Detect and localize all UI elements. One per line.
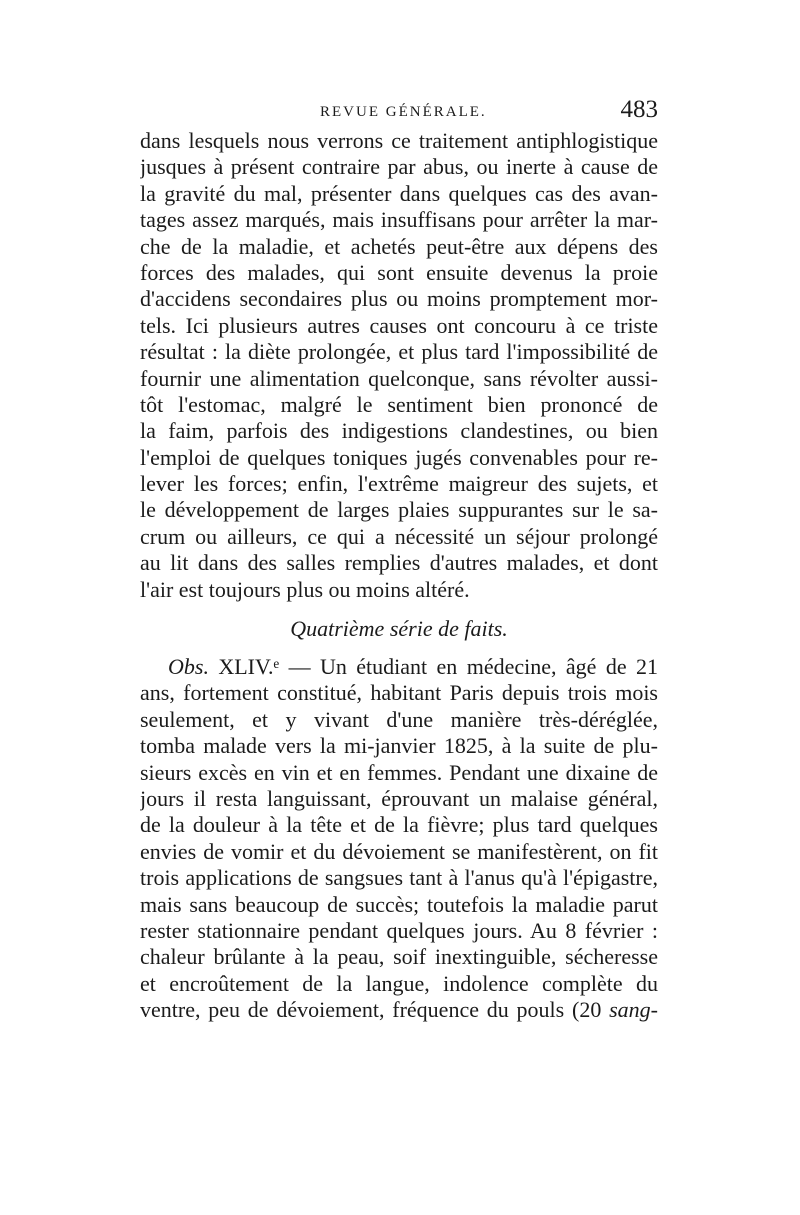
text-line: tôt l'estomac, malgré le sentiment bien prononcé de — [140, 391, 658, 417]
paragraph-continuation — [140, 128, 658, 603]
text-line: seulement, et y vivant d'une manière très-déréglée, — [140, 706, 658, 732]
text-line: lever les forces; enfin, l'extrême maigreur des sujets, et — [140, 471, 658, 497]
text-line: l'emploi de quelques toniques jugés convenables pour re- — [140, 444, 658, 470]
observation-first-line-text: XLIV.ᵉ — Un étudiant en médecine, âgé de 21 — [208, 654, 658, 679]
text-line: sieurs excès en vin et en femmes. Pendant une dixaine de — [140, 759, 658, 785]
text-line: la gravité du mal, présenter dans quelques cas des avan- — [140, 180, 658, 206]
text-line: trois applications de sangsues tant à l'anus qu'à l'épigastre, — [140, 865, 658, 891]
text-line: jours il resta languissant, éprouvant un malaise général, — [140, 785, 658, 811]
text-line: et encroûtement de la langue, indolence complète du — [140, 970, 658, 996]
page-number: 483 — [620, 96, 658, 123]
text-line: au lit dans des salles remplies d'autres malades, et dont — [140, 550, 658, 576]
text-line: ans, fortement constitué, habitant Paris depuis trois mois — [140, 680, 658, 706]
text-line: tomba malade vers la mi-janvier 1825, à la suite de plu- — [140, 733, 658, 759]
observation-label: Obs. — [168, 654, 209, 679]
observation-last-line — [140, 997, 658, 1023]
text-line: d'accidens secondaires plus ou moins promptement mor- — [140, 286, 658, 312]
section-heading: Quatrième série de faits. — [290, 616, 508, 641]
text-line: le développement de larges plaies suppurantes sur le sa- — [140, 497, 658, 523]
text-line: mais sans beaucoup de succès; toutefois la maladie parut — [140, 891, 658, 917]
text-line: chaleur brûlante à la peau, soif inextinguible, sécheresse — [140, 944, 658, 970]
text-line: jusques à présent contraire par abus, ou inerte à cause de — [140, 154, 658, 180]
text-line: tels. Ici plusieurs autres causes ont concouru à ce triste — [140, 312, 658, 338]
last-line-italic-word: sang- — [609, 997, 658, 1023]
text-line: crum ou ailleurs, ce qui a nécessité un séjour prolongé — [140, 523, 658, 549]
text-line: rester stationnaire pendant quelques jours. Au 8 février : — [140, 917, 658, 943]
text-line: tages assez marqués, mais insuffisans pour arrêter la mar- — [140, 207, 658, 233]
text-line: dans lesquels nous verrons ce traitement antiphlogistique — [140, 128, 658, 153]
text-line: forces des malades, qui sont ensuite devenus la proie — [140, 259, 658, 285]
text-line: résultat : la diète prolongée, et plus tard l'impossibilité de — [140, 339, 658, 365]
text-line: che de la maladie, et achetés peut-être aux dépens des — [140, 233, 658, 259]
running-head: REVUE GÉNÉRALE. — [320, 104, 487, 120]
text-line: la faim, parfois des indigestions clandestines, ou bien — [140, 418, 658, 444]
observation-first-line — [140, 654, 658, 680]
text-line: fournir une alimentation quelconque, sans révolter aussi- — [140, 365, 658, 391]
last-line-text: ventre, peu de dévoiement, fréquence du pouls (20 — [140, 997, 610, 1023]
text-line: l'air est toujours plus ou moins altéré. — [140, 576, 470, 602]
text-line: de la douleur à la tête et de la fièvre; plus tard quelques — [140, 812, 658, 838]
observation-paragraph — [140, 654, 658, 1023]
text-line: envies de vomir et du dévoiement se manifestèrent, on fit — [140, 838, 658, 864]
